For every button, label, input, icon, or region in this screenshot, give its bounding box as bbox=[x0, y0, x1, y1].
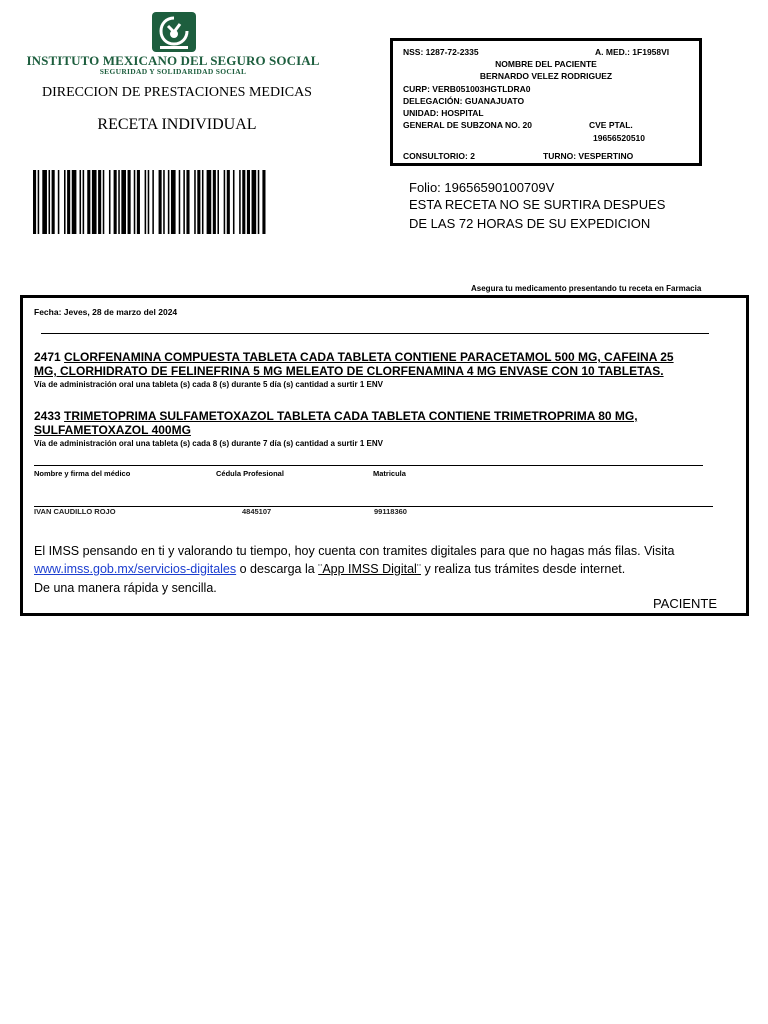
unidad: UNIDAD: HOSPITAL bbox=[403, 108, 484, 118]
prescription-box bbox=[20, 295, 749, 616]
digital-services-link[interactable]: www.imss.gob.mx/servicios-digitales bbox=[34, 562, 237, 576]
matricula-value: 99118360 bbox=[374, 507, 407, 516]
institute-name: INSTITUTO MEXICANO DEL SEGURO SOCIAL bbox=[26, 53, 320, 68]
cve-value: 19656520510 bbox=[593, 133, 646, 143]
medication-code: 2471 bbox=[34, 350, 61, 364]
info-mid-text: o descarga la bbox=[239, 562, 315, 576]
administration-instructions: Vía de administración oral una tableta (s) cada 8 (s) durante 5 día (s) cantidad a surtir 1 ENV bbox=[34, 380, 383, 389]
direccion-heading: DIRECCION DE PRESTACIONES MEDICAS bbox=[42, 85, 312, 100]
medication-description: TRIMETOPRIMA SULFAMETOXAZOL TABLETA CADA TABLETA CONTIENE TRIMETROPRIMA 80 MG, bbox=[64, 409, 638, 423]
expiry-warning-line1: ESTA RECETA NO SE SURTIRA DESPUES bbox=[409, 197, 666, 212]
patient-info-box bbox=[390, 38, 702, 166]
medication-code: 2433 bbox=[34, 409, 61, 423]
app-imss-digital-link: ¨App IMSS Digital¨ bbox=[318, 562, 421, 576]
medication-item bbox=[34, 351, 674, 364]
cedula-value: 4845107 bbox=[242, 507, 272, 516]
info-closing: De una manera rápida y sencilla. bbox=[34, 581, 217, 595]
cve-label: CVE PTAL. bbox=[589, 120, 633, 130]
prescription-date: Fecha: Jeves, 28 de marzo del 2024 bbox=[34, 307, 178, 317]
digital-services-info: El IMSS pensando en ti y valorando tu tiempo, hoy cuenta con tramites digitales para que no hagas más filas. Visita bbox=[34, 544, 675, 558]
info-end-text: y realiza tus trámites desde internet. bbox=[424, 562, 626, 576]
institute-subtitle: SEGURIDAD Y SOLIDARIDAD SOCIAL bbox=[99, 67, 247, 76]
medication-item bbox=[34, 410, 638, 423]
delegacion: DELEGACIÓN: GUANAJUATO bbox=[403, 96, 525, 106]
nss: NSS: 1287-72-2335 bbox=[403, 47, 479, 57]
page-title: RECETA INDIVIDUAL bbox=[97, 116, 257, 133]
matricula-label: Matricula bbox=[373, 469, 406, 478]
copy-label: PACIENTE bbox=[652, 596, 717, 611]
administration-instructions: Vía de administración oral una tableta (s) cada 8 (s) durante 7 día (s) cantidad a surtir 1 ENV bbox=[34, 439, 383, 448]
patient-name-label: NOMBRE DEL PACIENTE bbox=[495, 59, 597, 69]
medical-assignment: A. MED.: 1F1958VI bbox=[595, 47, 670, 57]
folio-number: Folio: 19656590100709V bbox=[409, 180, 555, 195]
expiry-warning-line2: DE LAS 72 HORAS DE SU EXPEDICION bbox=[409, 216, 651, 231]
medication-description-cont: SULFAMETOXAZOL 400MG bbox=[34, 423, 191, 437]
medication-description: CLORFENAMINA COMPUESTA TABLETA CADA TABLETA CONTIENE PARACETAMOL 500 MG, CAFEINA 25 bbox=[64, 350, 674, 364]
patient-name: BERNARDO VELEZ RODRIGUEZ bbox=[479, 71, 613, 81]
turno: TURNO: VESPERTINO bbox=[543, 151, 634, 161]
divider bbox=[41, 333, 709, 334]
imss-logo bbox=[152, 12, 196, 52]
barcode bbox=[33, 170, 323, 234]
doctor-name: IVAN CAUDILLO ROJO bbox=[34, 507, 116, 516]
subzona: GENERAL DE SUBZONA NO. 20 bbox=[403, 120, 532, 130]
doctor-label: Nombre y firma del médico bbox=[34, 469, 131, 478]
cedula-label: Cédula Profesional bbox=[216, 469, 284, 478]
pharmacy-notice: Asegura tu medicamento presentando tu receta en Farmacia bbox=[471, 284, 702, 293]
consultorio: CONSULTORIO: 2 bbox=[403, 151, 475, 161]
curp: CURP: VERB051003HGTLDRA0 bbox=[403, 84, 531, 94]
divider bbox=[34, 465, 703, 466]
medication-description-cont: MG, CLORHIDRATO DE FELINEFRINA 5 MG MELEATO DE CLORFENAMINA 4 MG ENVASE CON 10 TABLETAS. bbox=[34, 364, 664, 378]
